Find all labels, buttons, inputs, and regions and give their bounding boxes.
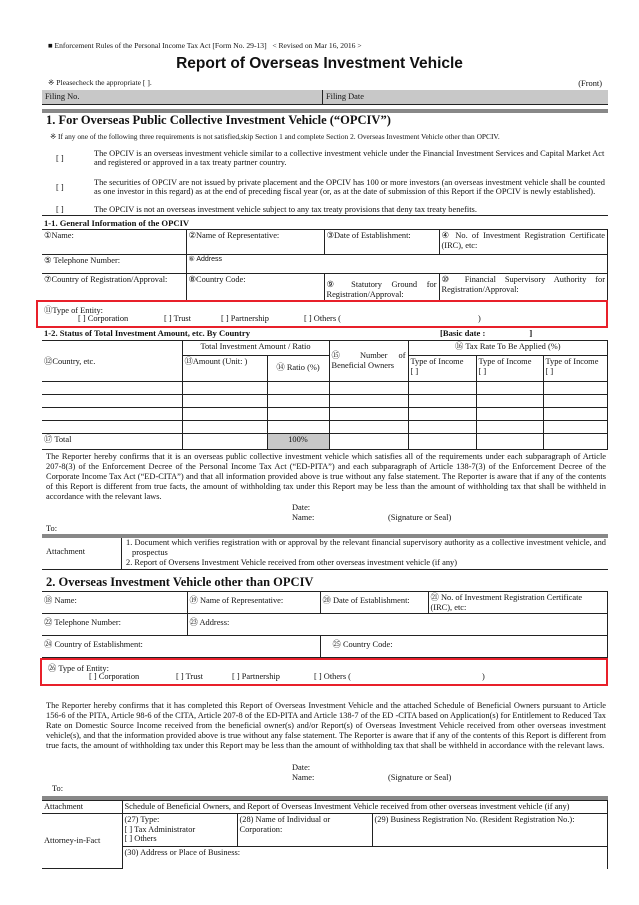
col-owners: ⑮ Number of Beneficial Owners (329, 341, 408, 382)
entity-trust[interactable]: [ ] Trust (164, 314, 191, 323)
name-label-2: Name: (292, 773, 315, 782)
country-field-2[interactable]: ㉔ Country of Establishment: (42, 636, 320, 658)
col-tax-rate: ⑯ Tax Rate To Be Applied (%) (408, 341, 607, 356)
address-field-2[interactable]: ㉓ Address: (187, 614, 608, 636)
attachment-item: 2. Report of Oversens Investment Vehicle received from other overseas investment vehicle (if any) (126, 557, 458, 567)
confirm-text-2: The Reporter hereby confirms that it has completed this Report of Overseas Investment Vehicle and the attached Schedule of Beneficial Owners pursuant to Article 156-6 of the PITA, Article 98-6 of the CITA, Article 207-8 of the ED-PITA and Article 138-7 of the ED -CITA based on Application(s) for Entitlement to Reduced Tax Rate on Domestic Source Income received from the beneficial owner(s) and/or Report(s) of Overseas Investment Vehicle received from other overseas investment vehicle(s), and that the information provided above is true without any false statement. The Reporter is aware that if any of the contents of this Report is different from true facts, the amount of withholding tax under this Report may be less than the amount of withholding tax that shall be withheld in accordance with the relevant laws. (46, 701, 606, 750)
entity-trust[interactable]: [ ] Trust (176, 672, 203, 681)
req-text: The OPCIV is an overseas investment vehicle similar to a collective investment vehicle under the Financial Investment Services and Capital Market Act and registered or approved in a tax treaty partner country. (94, 149, 605, 167)
investment-title: 1-2. Status of Total Investment Amount, etc. By Country (44, 328, 251, 338)
field-28[interactable]: (28) Name of Individual or Corporation: (237, 814, 372, 847)
entity-partnership[interactable]: [ ] Partnership (221, 314, 269, 323)
attachment-text: Schedule of Beneficial Owners, and Report of Overseas Investment Vehicle received from other overseas investment vehicle (if any) (122, 801, 608, 814)
attachment-label: Attachment (42, 538, 122, 569)
check-note: ※ Pleasecheck the appropriate [ ]. (48, 78, 152, 87)
col-income[interactable]: Type of Income [ ] (476, 356, 543, 382)
type-label: ㉖ Type of Entity: (48, 664, 109, 673)
filing-date[interactable]: Filing Date (326, 92, 364, 101)
address-field[interactable]: ⑥ Address (186, 255, 608, 274)
code-field[interactable]: ⑧Country Code: (186, 274, 324, 302)
attachment-item: 1. Document which verifies registration with or approval by the relevant financial supervisory authority as a collective investment vehicle, and prospectus (126, 538, 606, 557)
date-label-1: Date: (292, 503, 311, 512)
irc-field[interactable]: ④ No. of Investment Registration Certificate (IRC), etc: (439, 230, 608, 255)
rep-field-2[interactable]: ⑲ Name of Representative: (187, 592, 320, 614)
rep-field[interactable]: ②Name of Representative: (186, 230, 324, 255)
col-income[interactable]: Type of Income [ ] (543, 356, 607, 382)
confirm-text-1: The Reporter hereby confirms that it is an overseas public collective investment vehicle which satisfies all of the requirements under each subparagraph of Article 207-8(3) of the Enforcement Decree of the Personal Income Tax Act (“ED-PITA”) and each subparagraph of Article 138-7(3) of the Enforcement Decree of the Corporate Income Tax Act (“ED-CITA”) and that all information provided above is true without any false statement. The Reporter is aware that if any of the contents of this Report is different from true facts, the amount of withholding tax under this Report may be less than the amount of withholding tax that shall be withheld in accordance with the relevant laws. (46, 452, 606, 501)
req-checkbox[interactable]: [ ] (56, 182, 64, 192)
type-label: ⑪Type of Entity: (44, 306, 103, 315)
form-reference: ■ Enforcement Rules of the Personal Income Tax Act [Form No. 29-13] < Revised on Mar 16, 2016 > (48, 41, 362, 50)
paren: ) (482, 672, 485, 681)
section1-title: 1. For Overseas Public Collective Investment Vehicle (“OPCIV”) (46, 113, 391, 127)
col-ratio: ⑭ Ratio (%) (267, 356, 329, 382)
to-label-2: To: (52, 784, 64, 793)
req-text: The securities of OPCIV are not issued by private placement and the OPCIV has 100 or more investors (an overseas investment vehicle shall be counted as one investor in this regard) as at the end of preceding fiscal year (or, as at the date of submission of this Report if the OPCIV is newly established). (94, 178, 605, 196)
col-amount: ⑬Amount (Unit: ) (182, 356, 267, 382)
entity-partnership[interactable]: [ ] Partnership (232, 672, 280, 681)
type-27: (27) Type: [ ] Tax Administrator [ ] Others (122, 814, 237, 847)
req-text: The OPCIV is not an overseas investment vehicle subject to any tax treaty provisions that deny tax treaty benefits. (94, 205, 477, 214)
others-checkbox[interactable]: [ ] Others (124, 834, 157, 844)
attachment-1 (42, 538, 608, 570)
tel-field[interactable]: ⑤ Telephone Number: (42, 255, 186, 274)
filing-no[interactable]: Filing No. (42, 90, 323, 104)
irc-field-2[interactable]: ㉑ No. of Investment Registration Certificate (IRC), etc: (428, 592, 608, 614)
general-info-table (42, 229, 608, 302)
entity-corporation[interactable]: [ ] Corporation (78, 314, 129, 323)
to-label-1: To: (46, 524, 58, 533)
col-income[interactable]: Type of Income [ ] (408, 356, 476, 382)
type-of-entity-2 (40, 658, 608, 686)
investment-table (42, 340, 608, 450)
field-29[interactable]: (29) Business Registration No. (Resident Registration No.): (372, 814, 608, 847)
signature-seal-2[interactable]: (Signature or Seal) (388, 773, 452, 782)
requirements (42, 146, 608, 216)
section2-table (42, 591, 608, 658)
tel-field-2[interactable]: ㉒ Telephone Number: (42, 614, 187, 636)
attachment-label: Attachment (42, 801, 122, 814)
attachment-2 (42, 800, 608, 869)
name-label-1: Name: (292, 513, 315, 522)
entity-others[interactable]: [ ] Others ( (314, 672, 351, 681)
col-country: ⑫Country, etc. (42, 341, 182, 382)
table-row[interactable] (42, 408, 608, 421)
table-row[interactable] (42, 395, 608, 408)
entity-corporation[interactable]: [ ] Corporation (89, 672, 140, 681)
fsa-field[interactable]: ⑩ Financial Supervisory Authority for Registration/Approval: (439, 274, 608, 302)
page-title: Report of Overseas Investment Vehicle (176, 55, 463, 72)
req-checkbox[interactable]: [ ] (56, 153, 64, 163)
date-label-2: Date: (292, 763, 311, 772)
signature-seal-1[interactable]: (Signature or Seal) (388, 513, 452, 522)
name-field[interactable]: ①Name: (42, 230, 186, 255)
tax-admin-checkbox[interactable]: [ ] Tax Administrator (124, 824, 196, 834)
ground-field[interactable]: ⑨ Statutory Ground for Registration/Approval: (324, 274, 439, 302)
total-ratio: 100% (267, 434, 329, 450)
est-field-2[interactable]: ⑳ Date of Establishment: (320, 592, 428, 614)
section1-note: ※ If any one of the following three requirements is not satisfied,skip Section 1 and complete Section 2. Overseas Investment Vehicle other than OPCIV. (50, 132, 500, 141)
col-total-amount: Total Investment Amount / Ratio (182, 341, 329, 356)
name-field-2[interactable]: ⑱ Name: (42, 592, 187, 614)
total-label: ⑰ Total (42, 434, 182, 450)
est-field[interactable]: ③Date of Establishment: (324, 230, 439, 255)
table-row[interactable] (42, 382, 608, 395)
table-row[interactable] (42, 421, 608, 434)
section2-title: 2. Overseas Investment Vehicle other than OPCIV (46, 575, 314, 589)
general-info-title: 1-1. General Information of the OPCIV (44, 218, 190, 228)
field-30[interactable]: (30) Address or Place of Business: (122, 847, 608, 869)
entity-others[interactable]: [ ] Others ( (304, 314, 341, 323)
basic-date[interactable]: [Basic date : ] (440, 328, 533, 338)
req-checkbox[interactable]: [ ] (56, 205, 64, 214)
front-label: (Front) (578, 79, 602, 88)
total-row (42, 434, 608, 450)
paren: ) (478, 314, 481, 323)
code-field-2[interactable]: ㉕ Country Code: (320, 636, 608, 658)
filing-bar (42, 90, 608, 105)
country-field[interactable]: ⑦Country of Registration/Approval: (42, 274, 186, 302)
attorney-label: Attorney-in-Fact (42, 814, 122, 869)
type-of-entity-1 (36, 300, 608, 328)
